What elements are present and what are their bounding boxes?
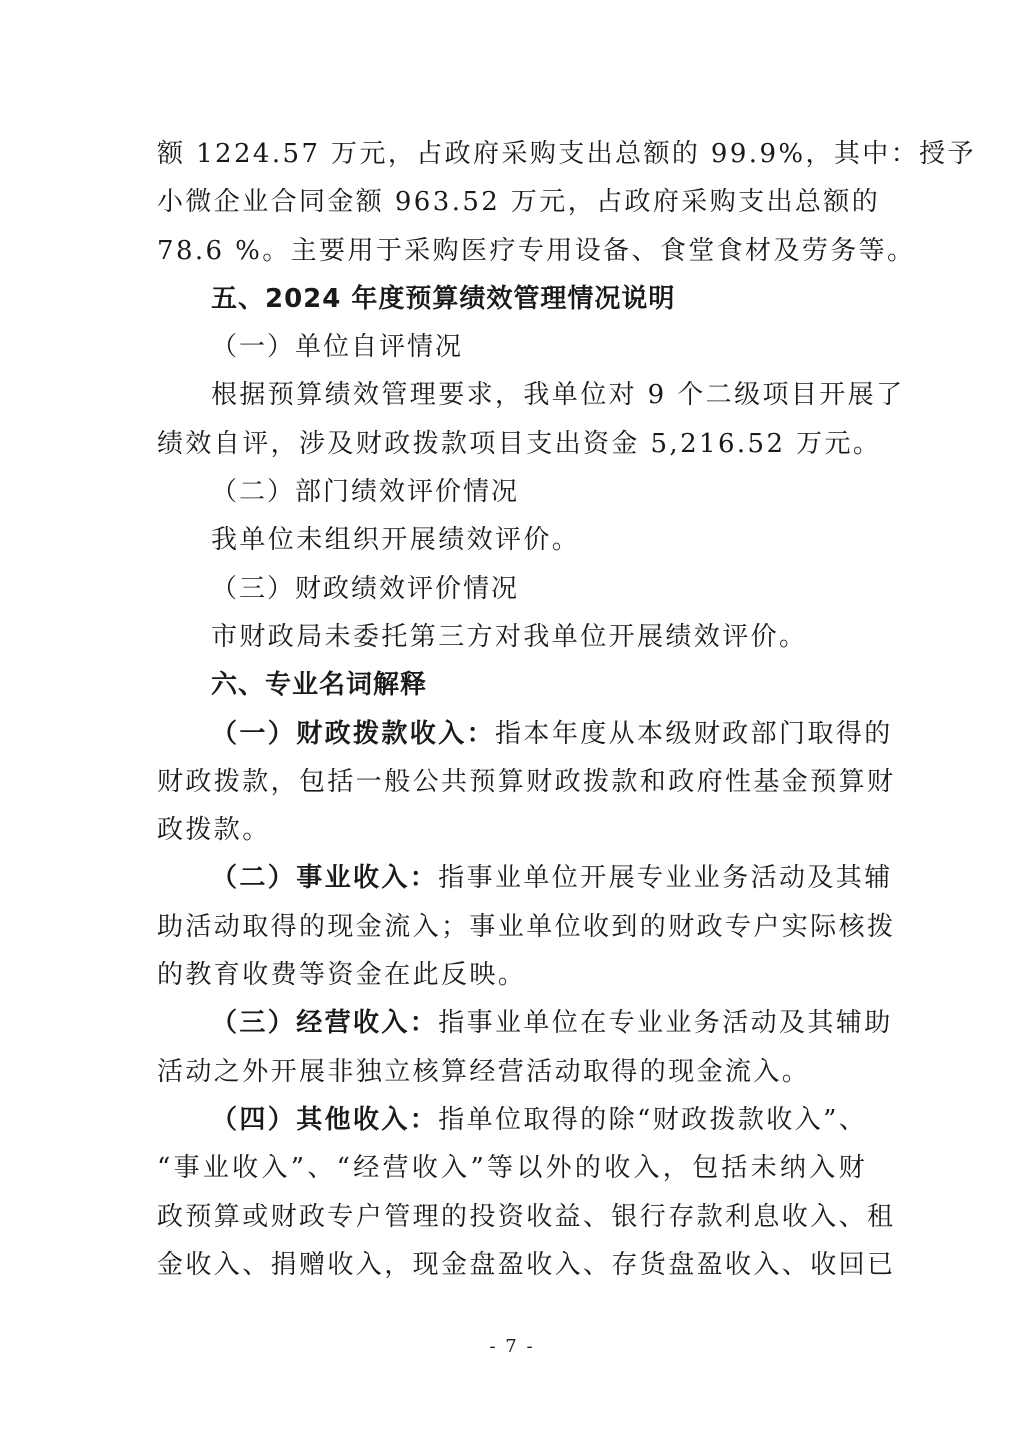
term-text: 指单位取得的除“财政拨款收入”、: [438, 1104, 868, 1135]
term-label: （四）其他收入：: [211, 1104, 439, 1135]
document-body: [157, 130, 976, 1289]
term-definition-line: [157, 710, 893, 758]
subsection-heading: （二）部门绩效评价情况: [211, 477, 520, 508]
paragraph-line: 我单位未组织开展绩效评价。: [211, 525, 581, 556]
term-text: 指本年度从本级财政部门取得的: [495, 718, 893, 749]
paragraph-line: 财政拨款，包括一般公共预算财政拨款和政府性基金预算财: [157, 766, 896, 797]
paragraph-line: 政拨款。: [157, 815, 271, 846]
paragraph-line: 根据预算绩效管理要求，我单位对 9 个二级项目开展了: [211, 380, 905, 411]
term-label: （二）事业收入：: [211, 863, 439, 894]
term-label: （三）经营收入：: [211, 1008, 439, 1039]
term-label: （一）财政拨款收入：: [211, 718, 496, 749]
paragraph-line: 绩效自评，涉及财政拨款项目支出资金 5,216.52 万元。: [157, 428, 882, 459]
paragraph-line: “事业收入”、“经营收入”等以外的收入，包括未纳入财: [157, 1153, 867, 1184]
section-heading-5: 五、2024 年度预算绩效管理情况说明: [211, 283, 676, 314]
paragraph-line: 活动之外开展非独立核算经营活动取得的现金流入。: [157, 1056, 811, 1087]
paragraph-line: 金收入、捐赠收入，现金盘盈收入、存货盘盈收入、收回已: [157, 1249, 896, 1280]
paragraph-line: 78.6 %。主要用于采购医疗专用设备、食堂食材及劳务等。: [157, 235, 916, 266]
subsection-heading: （三）财政绩效评价情况: [211, 573, 520, 604]
term-definition-line: [157, 999, 893, 1047]
term-text: 指事业单位在专业业务活动及其辅助: [438, 1008, 893, 1039]
paragraph-line: 的教育收费等资金在此反映。: [157, 960, 527, 991]
term-text: 指事业单位开展专业业务活动及其辅: [438, 863, 893, 894]
paragraph-line: 额 1224.57 万元，占政府采购支出总额的 99.9%，其中：授予: [157, 139, 976, 169]
term-definition-line: [157, 854, 893, 902]
page-number: - 7 -: [489, 1336, 535, 1357]
subsection-heading: （一）单位自评情况: [211, 332, 464, 363]
paragraph-line: 助活动取得的现金流入；事业单位收到的财政专户实际核拨: [157, 911, 896, 942]
paragraph-line: 小微企业合同金额 963.52 万元，占政府采购支出总额的: [157, 187, 881, 218]
section-heading-6: 六、专业名词解释: [211, 670, 428, 701]
paragraph-line: 市财政局未委托第三方对我单位开展绩效评价。: [211, 621, 808, 652]
term-definition-line: [157, 1096, 867, 1144]
paragraph-line: 政预算或财政专户管理的投资收益、银行存款利息收入、租: [157, 1201, 896, 1232]
